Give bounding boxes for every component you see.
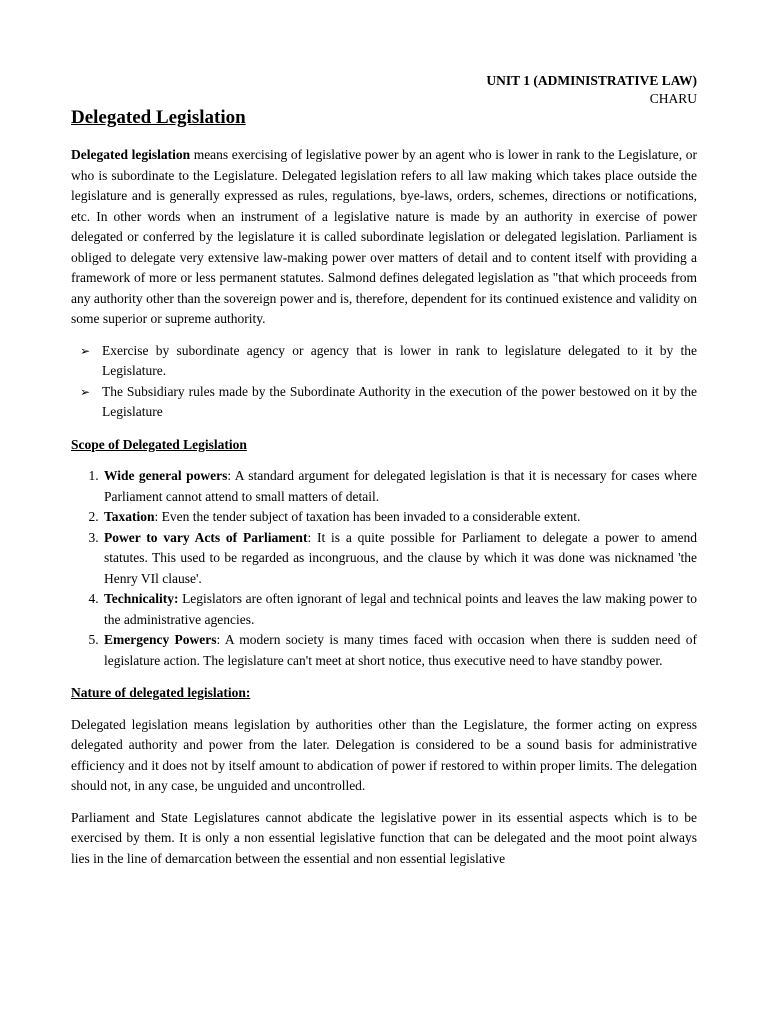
arrow-bullet-list — [71, 341, 697, 423]
nature-heading: Nature of delegated legislation: — [71, 685, 251, 700]
scope-item — [102, 630, 697, 671]
scope-item-text: A modern society is many times faced with occasion when there is sudden need of legislature action. The legislature can't meet at short notice, thus executive need to have standby power. — [104, 632, 697, 668]
scope-item — [102, 466, 697, 507]
scope-list — [71, 466, 697, 671]
scope-item-sep: : — [307, 529, 318, 545]
scope-item-sep: : — [216, 632, 225, 647]
scope-item-term: Emergency Powers — [104, 632, 217, 647]
document-body — [71, 145, 697, 880]
page-header — [486, 72, 697, 108]
scope-item-text: A standard argument for delegated legislation is that it is necessary for cases where Parliament cannot attend to small matters of detail. — [104, 468, 697, 504]
scope-item-text: Even the tender subject of taxation has been invaded to a considerable extent. — [161, 509, 581, 524]
bullet-item: ➢ Exercise by subordinate agency or agency that is lower in rank to legislature delegated to it by the Legislature. — [102, 341, 697, 382]
intro-term: Delegated legislation — [71, 147, 191, 162]
scope-item — [102, 507, 697, 528]
nature-paragraph: Parliament and State Legislatures cannot abdicate the legislative power in its essential aspects which is to be exercised by them. It is only a non essential legislative function that can be delegated and the moot point always lies in the line of demarcation between the essential and non essential legislative — [71, 809, 697, 866]
scope-heading: Scope of Delegated Legislation — [71, 436, 247, 452]
nature-paragraph: Delegated legislation means legislation by authorities other than the Legislature, the former acting on express delegated authority and power from the later. Delegation is considered to be a sound basis for administrative efficiency and it does not by itself amount to abdication of power if restored to within proper limits. The delegation should not, in any case, be unguided and uncontrolled. — [71, 716, 697, 793]
scope-item-term: Taxation — [104, 509, 155, 524]
scope-item — [102, 589, 697, 630]
scope-item-term: Wide general powers — [104, 468, 228, 483]
unit-label: UNIT 1 (ADMINISTRATIVE LAW) — [486, 73, 697, 88]
scope-item-sep: : — [227, 468, 235, 483]
intro-text: means exercising of legislative power by an agent who is lower in rank to the Legislature, or who is subordinate to the Legislature. Delegated legislation refers to all law making which takes place outside the legislature and is generally expressed as rules, regulations, bye-laws, orders, schemes, directions or notifications, etc. In other words when an instrument of a legislative nature is made by an authority in exercise of power delegated or conferred by the legislature it is called subordinate legislation or delegated legislation. Parliament is obliged to delegate very extensive law-making power over matters of detail and to content itself with providing a framework of more or less permanent statutes. Salmond defines delegated legislation as "that which proceeds from any authority other than the sovereign power and is, therefore, dependent for its continued existence and validity on some superior or supreme authority. — [71, 147, 698, 326]
scope-item-sep: : — [154, 509, 162, 524]
page-title: Delegated Legislation — [71, 107, 246, 128]
scope-item-term: Technicality: — [104, 591, 179, 606]
scope-item-term: Power to vary Acts of Parliament — [104, 529, 308, 545]
scope-item — [102, 528, 697, 590]
bullet-item: ➢ The Subsidiary rules made by the Subordinate Authority in the execution of the power bestowed on it by the Legislature — [102, 382, 697, 423]
author-label: CHARU — [649, 91, 697, 106]
scope-item-text: It is a quite possible for Parliament to delegate a power to amend statutes. This used to be regarded as incongruous, and the clause by which it was done was nicknamed 'the Henry VIl clause'. — [104, 529, 697, 586]
intro-paragraph — [71, 145, 697, 330]
scope-item-text: Legislators are often ignorant of legal and technical points and leaves the law making power to the administrative agencies. — [104, 591, 698, 627]
